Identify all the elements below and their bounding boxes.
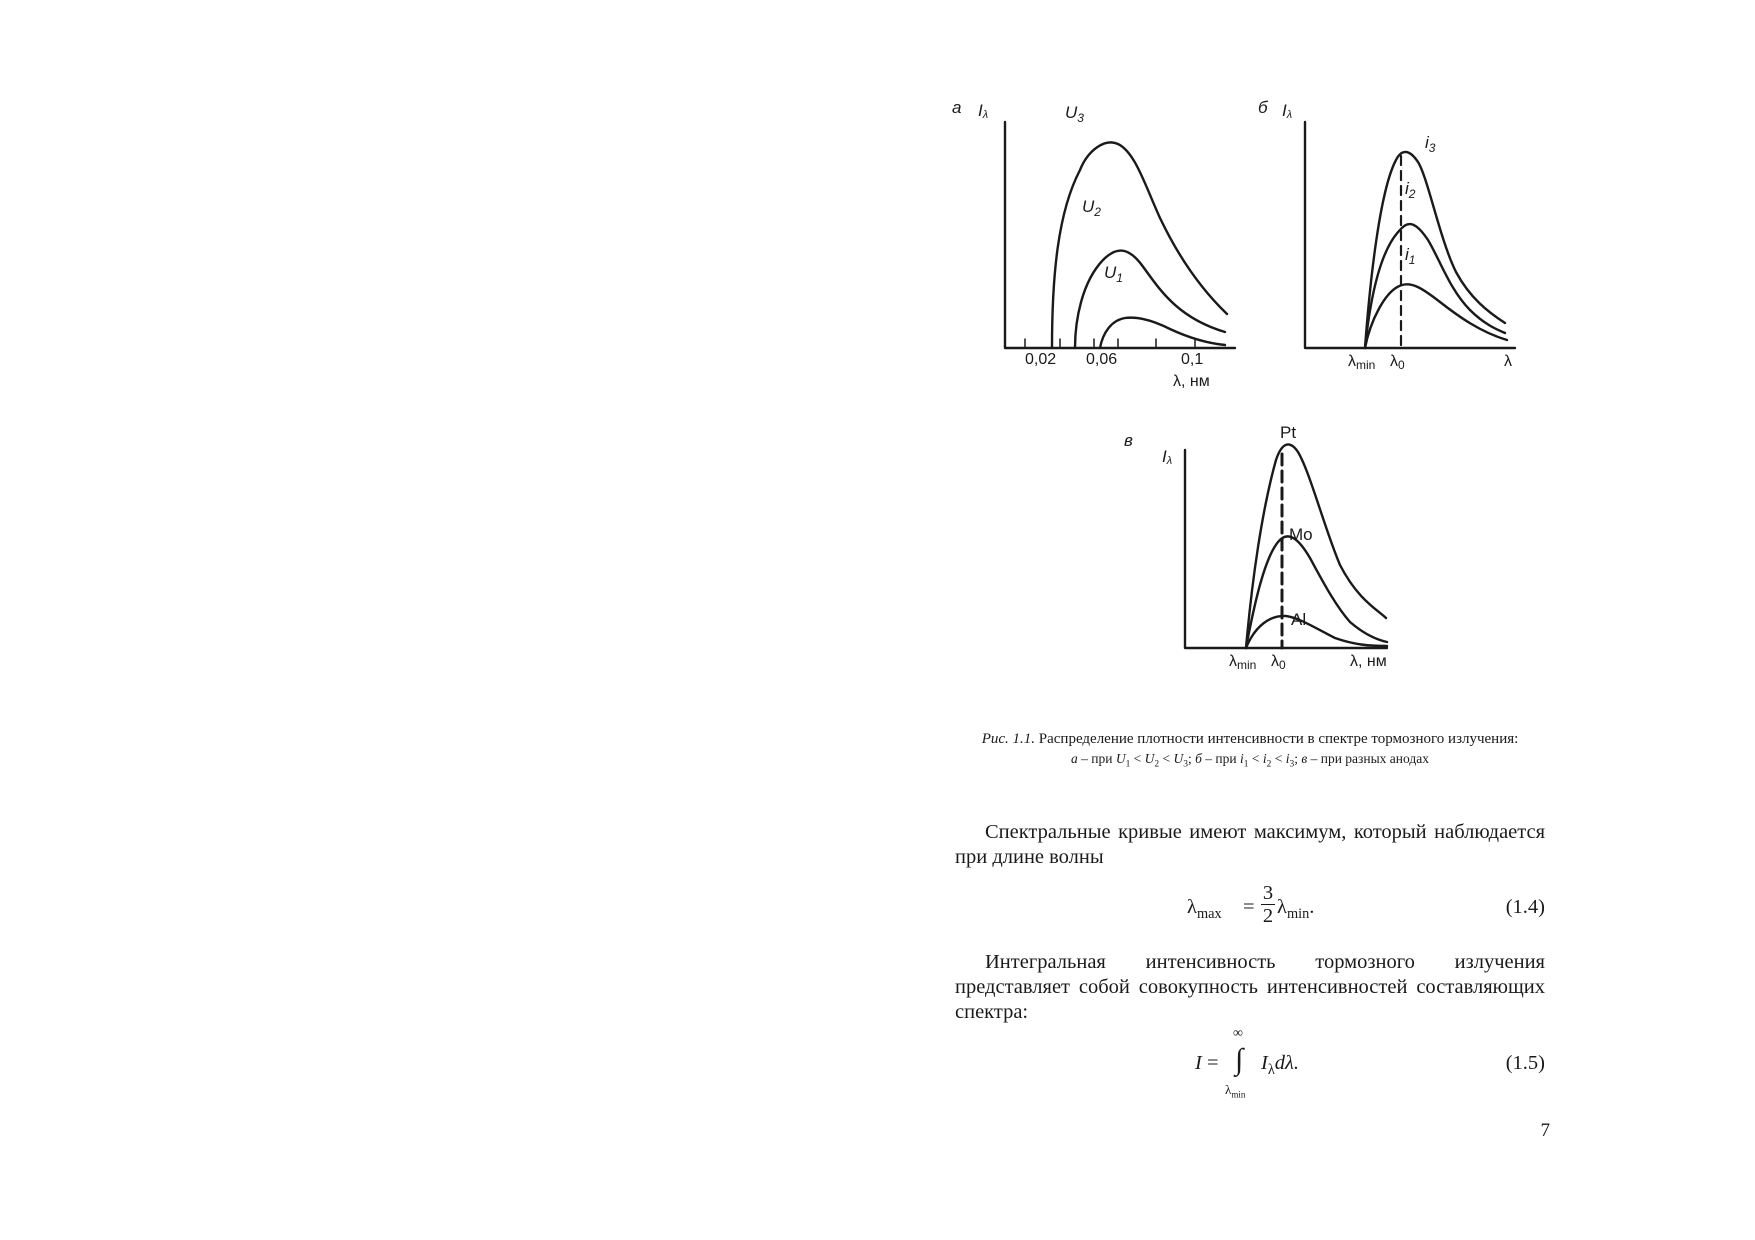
tick-0-02: 0,02 xyxy=(1025,351,1057,368)
panel-c-ylabel: I xyxy=(1162,447,1167,466)
panel-c-axes xyxy=(1185,450,1387,648)
svg-text:i1: $i_1$ xyxy=(1405,245,1416,267)
figure-1-1 xyxy=(940,100,1560,720)
panel-a-axes xyxy=(1005,122,1235,348)
panel-b-letter: б xyxy=(1258,100,1268,117)
tick-0-06: 0,06 xyxy=(1086,351,1118,368)
label-i1: i xyxy=(1405,245,1409,264)
curve-i2 xyxy=(1365,224,1505,348)
panel-b-lambda-min: λ xyxy=(1348,353,1356,370)
svg-text:Iλ: Iλ xyxy=(1282,101,1293,121)
paragraph-1: Спектральные кривые имеют максимум, который наблюдается при длине волны xyxy=(955,821,1545,868)
label-u1: U xyxy=(1104,263,1117,282)
panel-b-axes xyxy=(1305,122,1515,348)
panel-a-letter: а xyxy=(952,100,962,117)
panel-a-xlabel: λ, нм xyxy=(1173,373,1210,390)
caption-legend: а – при $U_1 < U_2 < U_3$; б – при $i_1 < i_2 < i_3$; в – при разных анодах xyxy=(1071,751,1429,770)
panel-c-lambda-min: λ xyxy=(1229,653,1237,670)
curve-i1 xyxy=(1365,284,1507,348)
curve-al xyxy=(1246,616,1387,648)
tick-0-1: 0,1 xyxy=(1181,351,1204,368)
curve-pt xyxy=(1246,444,1386,648)
equation-1-4-number: (1.4) xyxy=(1505,896,1545,918)
caption-prefix: Рис. 1.1. xyxy=(981,731,1036,747)
panel-a-ticks xyxy=(1025,339,1195,348)
paragraph-2: Интегральная интенсивность тормозного излучения представляет собой совокупность интенсивностей составляющих спектра: xyxy=(955,951,1545,1023)
panel-a-ylabel: I xyxy=(978,101,983,120)
svg-text:i2: $i_2$ xyxy=(1405,179,1416,201)
svg-text:U3: $U_3$ xyxy=(1065,103,1084,125)
equation-1-4: $\lambda_{max}$ = 3 2 $\lambda_{min}$. (1.4) xyxy=(1187,882,1545,927)
svg-text:λ0: λ0 xyxy=(1271,653,1286,672)
panel-c-letter: в xyxy=(1124,431,1133,450)
label-i3: i xyxy=(1425,133,1429,152)
svg-text:i3: $i_3$ xyxy=(1425,133,1436,155)
integral-sign-icon: ∫ xyxy=(1235,1043,1244,1076)
svg-text:λmin: λmin xyxy=(1348,353,1376,372)
equation-1-5: I = ∞ ∫ $\lambda_{min}$ $I_\lambda d\lambda$. (1.5) xyxy=(1195,1026,1545,1100)
label-al: Al xyxy=(1291,610,1307,629)
panel-b-ylabel: I xyxy=(1282,101,1287,120)
figure-caption xyxy=(955,730,1545,775)
caption-text: Распределение плотности интенсивности в спектре тормозного излучения: xyxy=(1038,731,1519,747)
svg-text:Iλ xyxy=(978,101,988,121)
svg-text:λ0: λ0 xyxy=(1390,353,1405,372)
label-u3: U xyxy=(1065,103,1078,122)
equation-1-5-number: (1.5) xyxy=(1505,1052,1545,1074)
panel-b-xlabel: λ xyxy=(1504,353,1512,370)
svg-text:U1: $U_1$ xyxy=(1104,263,1123,285)
label-u2: U xyxy=(1082,197,1095,216)
panel-c-lambda-0: λ xyxy=(1271,653,1279,670)
panel-b-lambda-0: λ xyxy=(1390,353,1398,370)
panel-c-xlabel: λ, нм xyxy=(1350,653,1387,670)
panel-a-ylabel-sub: λ xyxy=(982,109,989,121)
page-number: 7 xyxy=(1540,1120,1550,1141)
curve-u2 xyxy=(1075,251,1225,348)
label-pt: Pt xyxy=(1280,423,1297,442)
svg-text:U2: $U_2$ xyxy=(1082,197,1101,219)
svg-text:Iλ: Iλ xyxy=(1162,447,1173,467)
label-i2: i xyxy=(1405,179,1409,198)
label-mo: Mo xyxy=(1289,525,1313,544)
svg-text:λmin: λmin xyxy=(1229,653,1257,672)
curve-mo xyxy=(1246,536,1387,648)
